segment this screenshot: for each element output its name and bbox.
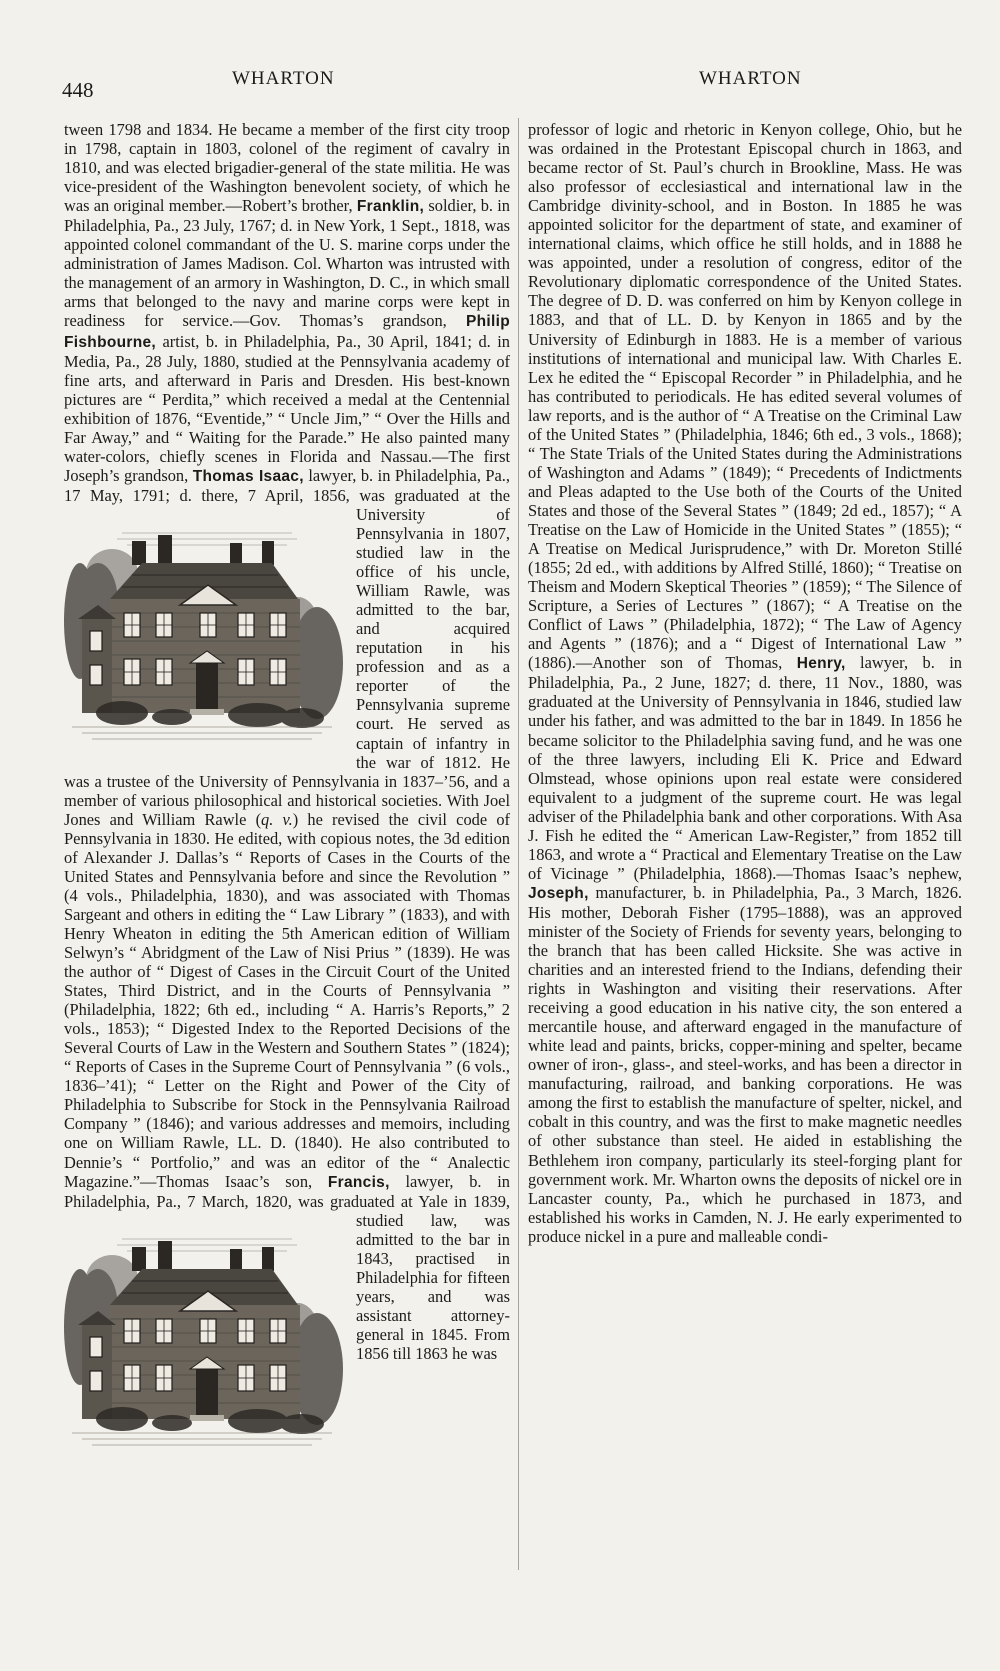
bold-entry-name: Philip Fishbourne,: [64, 313, 510, 351]
running-head-right: WHARTON: [699, 68, 802, 89]
house-engraving: [62, 513, 344, 755]
house-illustration: [62, 1219, 344, 1461]
house-illustration: [62, 513, 344, 755]
italic-text: q. v.: [261, 809, 293, 829]
left-column-text: [64, 120, 510, 1363]
text-run: tween 1798 and 1834. He became a member of the first city troop in 1798, captain in 1803, colonel of the regiment of cavalry in 1810, and was elected brigadier-general of the state militia. He was vice-president of the Washington benevolent society, of which he was an original member.—Robert’s brother,: [64, 120, 510, 216]
text-run: manufacturer, b. in Philadelphia, Pa., 3 March, 1826. His mother, Deborah Fisher (1795–1888), was an approved minister of the Society of Friends for seventy years, belonging to the branch that has been called Hicksite. She was active in charities and an interested friend to the Indians, defending their rights in Washington and visiting their reservations. After receiving a good education in his native city, the son entered a mercantile house, and afterward engaged in the manufacture of white lead and paints, bricks, copper-mining and spelter, became owner of iron-, glass-, and steel-works, and has been a director in manufacturing, railroad, and banking corporations. He was among the first to establish the manufacture of spelter, nickel, and cobalt in this country, and was the first to make magnetic needles of other substance than steel. He aided in establishing the Bethlehem iron company, particularly its steel-forging plant for government work. Mr. Wharton owns the deposits of nickel ore in Lancaster county, Pa., which he purchased in 1873, and established his works in Camden, N. J. He early experimented to produce nickel in a pure and malleable condi-: [528, 882, 962, 1246]
text-run: lawyer, b. in Philadelphia, Pa., 7 March, 1820, was graduated: [64, 1171, 510, 1211]
text-run: lawyer, b. in Philadelphia, Pa., 2 June, 1827; d. there, 11 Nov., 1880, was graduated at the University of Pennsylvania in 1846, studied law under his father, and was admitted to the bar in 1849. In 1856 he became solicitor to the Philadelphia saving fund, and he was one of the three lawyers, including Eli K. Price and Edward Olmstead, whose opinions upon real estate were considered equivalent to a judgment of the supreme court. He was legal adviser of the Philadelphia bank and other corporations. With Asa J. Fish he edited the “ American Law-Register,” from 1852 till 1863, and wrote a “ Practical and Elementary Treatise on the Law of Vicinage ” (Philadelphia, 1868).—Thomas Isaac’s nephew,: [528, 653, 962, 883]
bold-entry-name: Franklin,: [356, 198, 425, 216]
text-run: professor of logic and rhetoric in Kenyon college, Ohio, but he was ordained in the Protestant Episcopal church in 1863, and became rector of St. Paul’s church in Brookline, Mass. He was also professor of ecclesiastical and international law in the Cambridge divinity-school, and in Boston. In 1885 he was appointed solicitor for the department of state, and examiner of international claims, which office he still holds, and in 1888 he was appointed, under a resolution of congress, editor of the Revolutionary diplomatic correspondence of the United States. The degree of D. D. was conferred on him by Kenyon college in 1883, and that of LL. D. by Kenyon in 1865 and by the University of Edinburgh in 1883. He is a member of various institutions of international and municipal law. With Charles E. Lex he edited the “ Episcopal Recorder ” in Philadelphia, and he has contributed to periodicals. He has edited several volumes of law reports, and is the author of “ A Treatise on the Criminal Law of the United States ” (Philadelphia, 1846; 6th ed., 3 vols., 1868); “ The State Trials of the United States during the Administrations of Washington and Adams ” (1849); “ Precedents of Indictments and Pleas adapted to the Use both of the Courts of the United States and those of the Several States ” (1849; 2d ed., 1857); “ A Treatise on the Law of Homicide in the United States ” (1855); “ A Treatise on Medical Jurisprudence,” with Dr. Moreton Stillé (1855; 2d ed., with additions by Alfred Stillé, 1860); “ Treatise on Theism and Modern Skeptical Theories ” (1859); “ The Silence of Scripture, a Series of Lectures ” (1867); “ A Treatise on the Conflict of Laws ” (Philadelphia, 1872); “ The Law of Agency and Agents ” (1876); and a “ Digest of International Law ” (1886).—Another son of Thomas,: [528, 120, 962, 673]
page-number: 448: [62, 78, 94, 102]
right-column: [528, 120, 962, 1246]
running-head-left: WHARTON: [232, 68, 335, 89]
text-run: artist, b. in Philadelphia, Pa., 30 April, 1841; d. in Media, Pa., 28 July, 1880, studied at the Pennsylvania academy of fine arts, and afterward in Paris and Dresden. His best-known pictures are “ Perdita,” which received a medal at the Centennial exhibition of 1876, “Eventide,” “ Uncle Jim,” “ Over the Hills and Far Away,” and “ Waiting for the Parade.” He also painted many water-colors, chiefly scenes in Florida and Nassau.—The first Joseph’s grandson,: [64, 331, 510, 485]
left-column: [64, 120, 510, 1465]
bold-entry-name: Joseph,: [528, 884, 589, 902]
house-engraving: [62, 1219, 344, 1461]
text-run: at Yale in 1839, studied law, was admitted to the bar in 1843, practised in Philadelphia for fifteen years, and was assistant attorney-general in 1845. From 1856 till 1863 he was: [356, 1191, 510, 1363]
right-column-text: [528, 120, 962, 1246]
text-run: ) he revised the civil code of Pennsylvania in 1830. He edited, with copious notes, the 3d edition of Alexander J. Dallas’s “ Reports of Cases in the Courts of the United States and Pennsylvania before and since the Revolution ” (4 vols., Philadelphia, 1830), and was associated with Thomas Sargeant and others in editing the “ Law Library ” (1833), and with Henry Wheaton in editing the 5th American edition of William Selwyn’s “ Abridgment of the Law of Nisi Prius ” (1839). He was the author of “ Digest of Cases in the Circuit Court of the United States, Third District, and in the Courts of Pennsylvania ” (Philadelphia, 1822; 6th ed., including “ A. Harris’s Reports,” 2 vols., 1853); “ Digested Index to the Reported Decisions of the Several Courts of Law in the Western and Southern States ” (1824); “ Reports of Cases in the Supreme Court of Pennsylvania ” (6 vols., 1836–’41); “ Letter on the Right and Power of the City of Philadelphia to Subscribe for Stock in the Pennsylvania Railroad Company ” (1846); and various addresses and memoirs, including one on William Rawle, LL. D. (1840). He also contributed to Dennie’s “ Portfolio,” and was an editor of the “ Analectic Magazine.”—Thomas Isaac’s son,: [64, 809, 510, 1191]
bold-entry-name: Henry,: [796, 655, 846, 673]
text-run: lawyer, b. in Philadelphia, Pa., 17 May, 1791; d. there, 7 April, 1856, was graduated: [64, 465, 510, 505]
text-run: at the University of Pennsylvania in 1807, studied law in the office of his uncle, William Rawle, was admitted to the bar, and acquired reputation in his profession and as a reporter of the Pennsylvania supreme court. He served as captain of infantry in the war of 1812. He was a trustee of the University of Pennsylvania in 1837–’56, and a member of various philosophical and historical societies. With Joel Jones and William Rawle (: [64, 485, 510, 829]
bold-entry-name: Francis,: [327, 1173, 390, 1191]
column-divider: [518, 118, 519, 1570]
text-run: soldier, b. in Philadelphia, Pa., 23 July, 1767; d. in New York, 1 Sept., 1818, was appointed colonel commandant of the U. S. marine corps under the administration of James Madison. Col. Wharton was intrusted with the management of an armory in Washington, D. C., in which small arms that belonged to the navy and marine corps were kept in readiness for service.—Gov. Thomas’s grandson,: [64, 196, 511, 331]
bold-entry-name: Thomas Isaac,: [192, 467, 304, 485]
